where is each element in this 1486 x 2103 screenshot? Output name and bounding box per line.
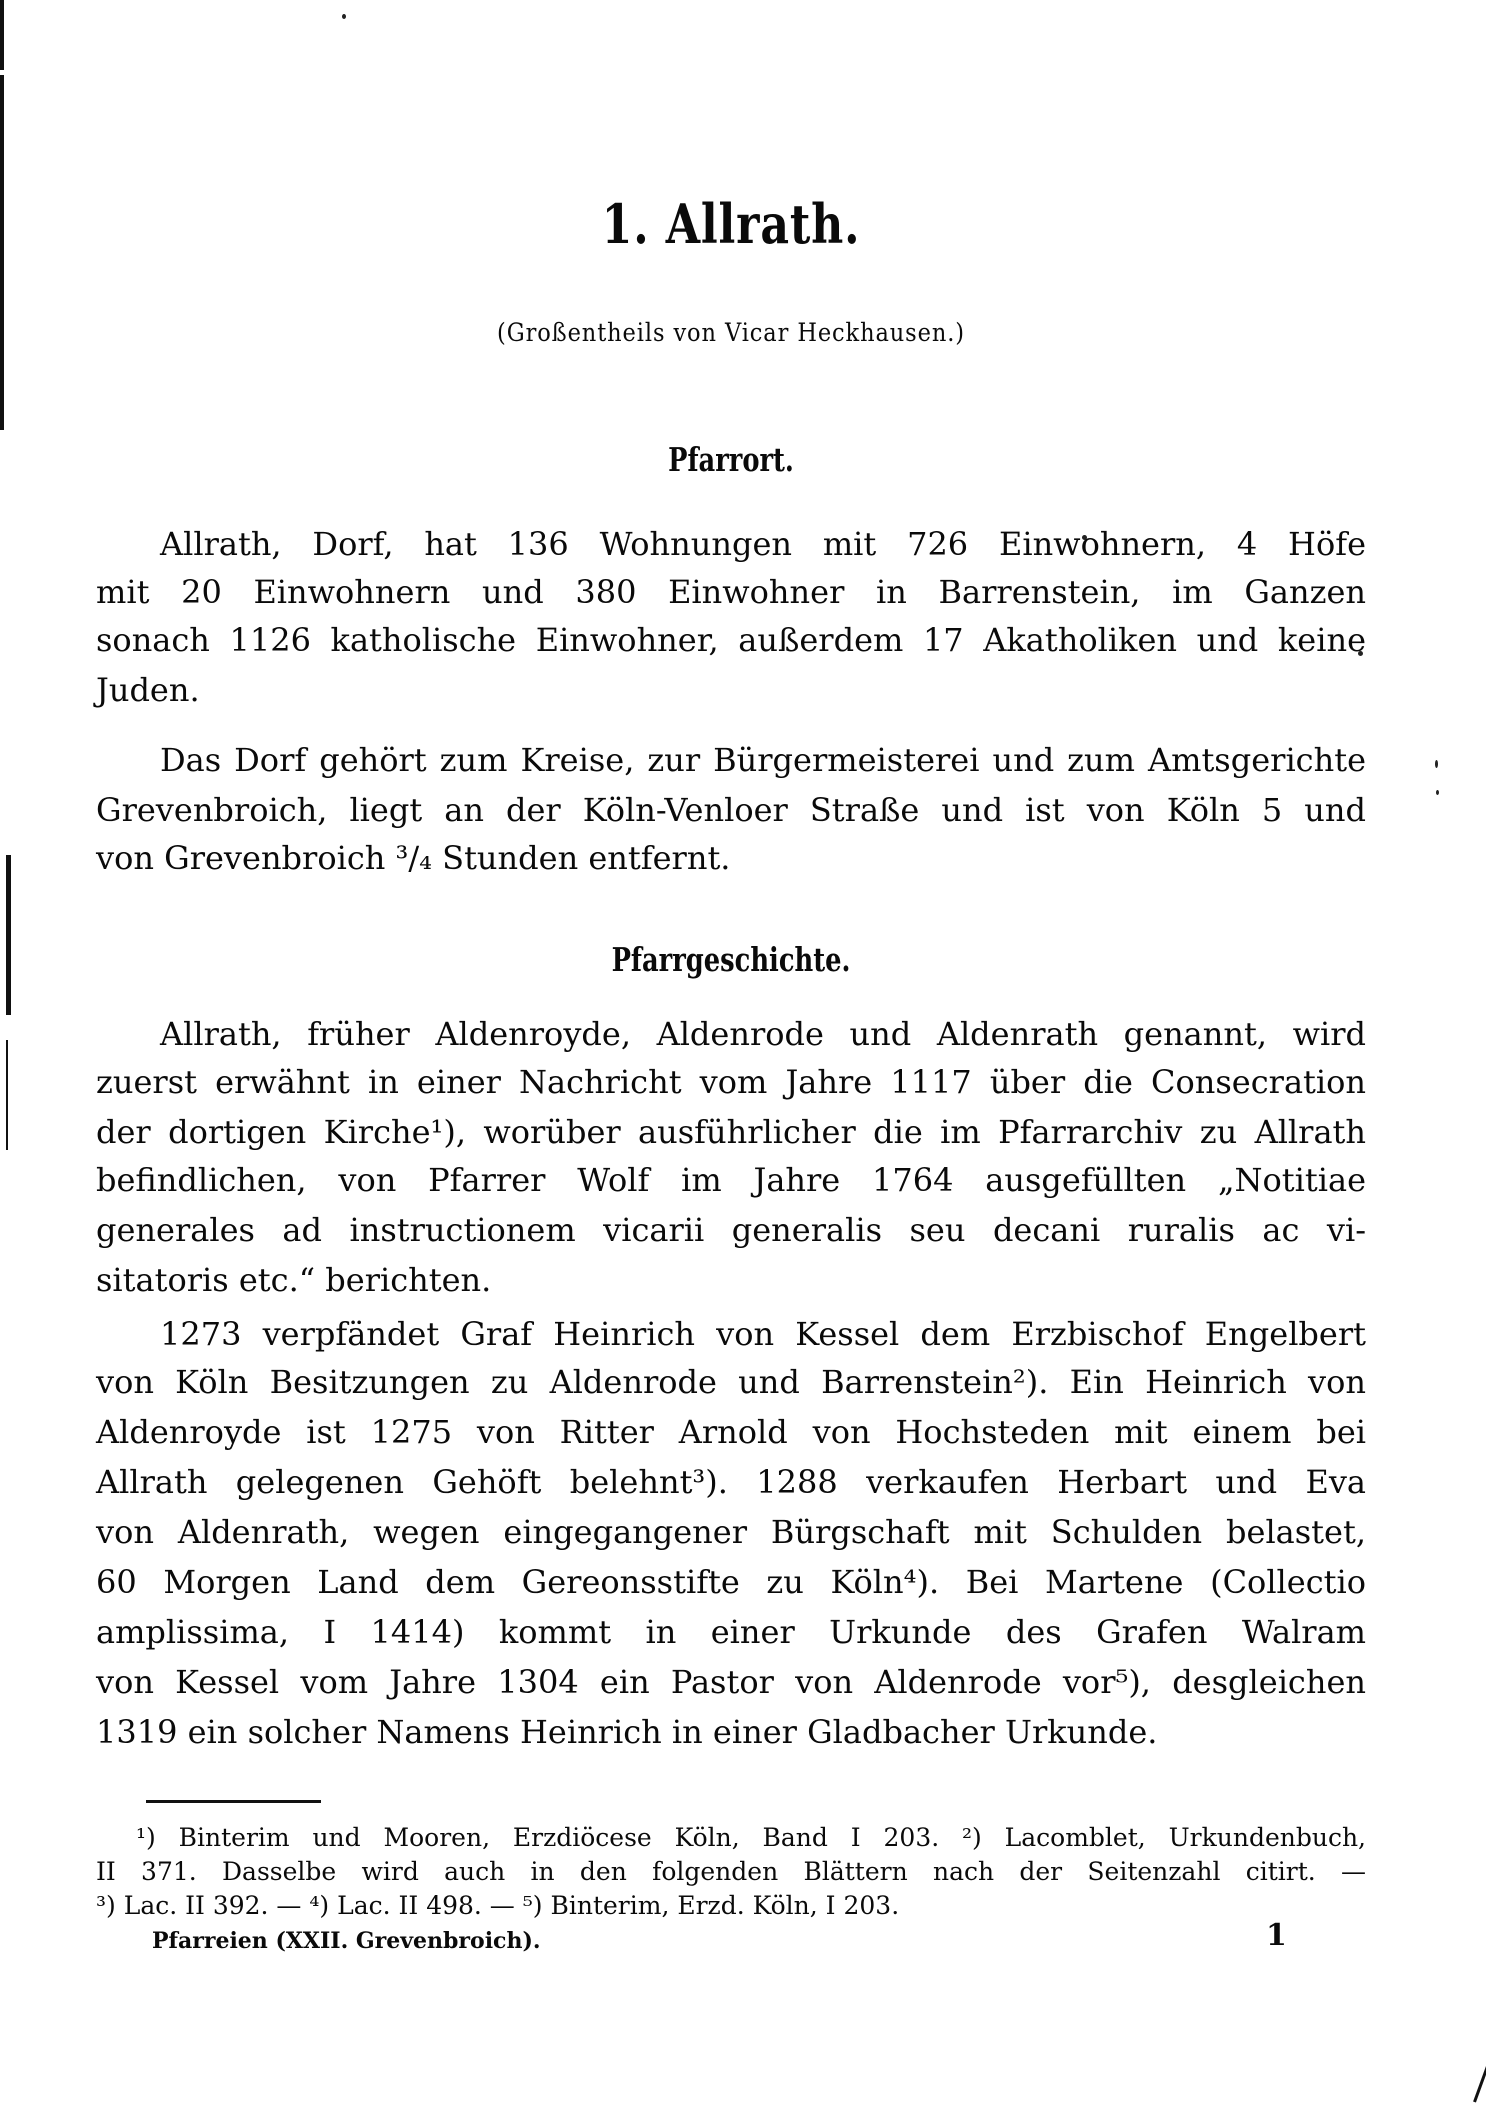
footnote-line: ³) Lac. II 392. — ⁴) Lac. II 498. — ⁵) Binterim, Erzd. Köln, I 203. [96, 1891, 900, 1920]
page-number: 1 [1266, 1918, 1287, 1953]
text-line: befindlichen, von Pfarrer Wolf im Jahre 1764 ausgefüllten „Notitiae [96, 1161, 1366, 1199]
scan-edge-artifact [0, 0, 4, 70]
text-line: von Aldenrath, wegen eingegangener Bürgschaft mit Schulden belastet, [96, 1513, 1366, 1551]
text-line: von Kessel vom Jahre 1304 ein Pastor von Aldenrode vor⁵), desgleichen [96, 1663, 1366, 1701]
dust-speck [1436, 790, 1439, 795]
text-line: 1319 ein solcher Namens Heinrich in einer Gladbacher Urkunde. [96, 1713, 1158, 1751]
book-page [96, 0, 1366, 2092]
text-line: Aldenroyde ist 1275 von Ritter Arnold von Hochsteden mit einem bei [96, 1413, 1366, 1451]
text-line: amplissima, I 1414) kommt in einer Urkunde des Grafen Walram [96, 1613, 1366, 1651]
text-line: Allrath gelegenen Gehöft belehnt³). 1288 verkaufen Herbart und Eva [96, 1463, 1366, 1501]
text-line: von Köln Besitzungen zu Aldenrode und Barrenstein²). Ein Heinrich von [96, 1363, 1366, 1401]
text-line: Juden. [96, 671, 200, 709]
scan-edge-artifact [1473, 1904, 1486, 2102]
chapter-title: 1. Allrath. [601, 192, 861, 256]
section-heading-pfarrort: Pfarrort. [668, 440, 794, 479]
text-line: von Grevenbroich ³/₄ Stunden entfernt. [96, 839, 731, 877]
dust-speck [1435, 760, 1438, 768]
text-line: Grevenbroich, liegt an der Köln-Venloer Straße und ist von Köln 5 und [96, 791, 1366, 829]
footnote-line: II 371. Dasselbe wird auch in den folgenden Blättern nach der Seitenzahl citirt. — [96, 1857, 1366, 1886]
scan-edge-artifact [6, 855, 11, 1015]
text-line: Allrath, Dorf, hat 136 Wohnungen mit 726 Einwohnern, 4 Höfe [160, 525, 1366, 563]
footnote-divider [146, 1800, 321, 1803]
text-line: sonach 1126 katholische Einwohner, außerdem 17 Akatholiken und keine [96, 621, 1366, 659]
text-line: Allrath, früher Aldenroyde, Aldenrode und Aldenrath genannt, wird [160, 1015, 1366, 1053]
text-line: mit 20 Einwohnern und 380 Einwohner in Barrenstein, im Ganzen [96, 573, 1366, 611]
author-attribution: (Großentheils von Vicar Heckhausen.) [497, 318, 965, 347]
footnote-line: ¹) Binterim und Mooren, Erzdiöcese Köln, Band I 203. ²) Lacomblet, Urkundenbuch, [136, 1823, 1366, 1852]
scan-edge-artifact [0, 230, 4, 410]
text-line: 60 Morgen Land dem Gereonsstifte zu Köln⁴). Bei Martene (Collectio [96, 1563, 1366, 1601]
text-line: 1273 verpfändet Graf Heinrich von Kessel dem Erzbischof Engelbert [160, 1315, 1366, 1353]
text-line: generales ad instructionem vicarii generalis seu decani ruralis ac vi- [96, 1211, 1366, 1249]
text-line: zuerst erwähnt in einer Nachricht vom Jahre 1117 über die Consecration [96, 1063, 1366, 1101]
text-line: der dortigen Kirche¹), worüber ausführlicher die im Pfarrarchiv zu Allrath [96, 1113, 1366, 1151]
signature-mark: Pfarreien (XXII. Grevenbroich). [152, 1928, 541, 1954]
text-line: Das Dorf gehört zum Kreise, zur Bürgermeisterei und zum Amtsgerichte [160, 741, 1366, 779]
scan-edge-artifact [6, 1040, 8, 1150]
text-line: sitatoris etc.“ berichten. [96, 1261, 492, 1299]
section-heading-pfarrgeschichte: Pfarrgeschichte. [611, 940, 851, 979]
